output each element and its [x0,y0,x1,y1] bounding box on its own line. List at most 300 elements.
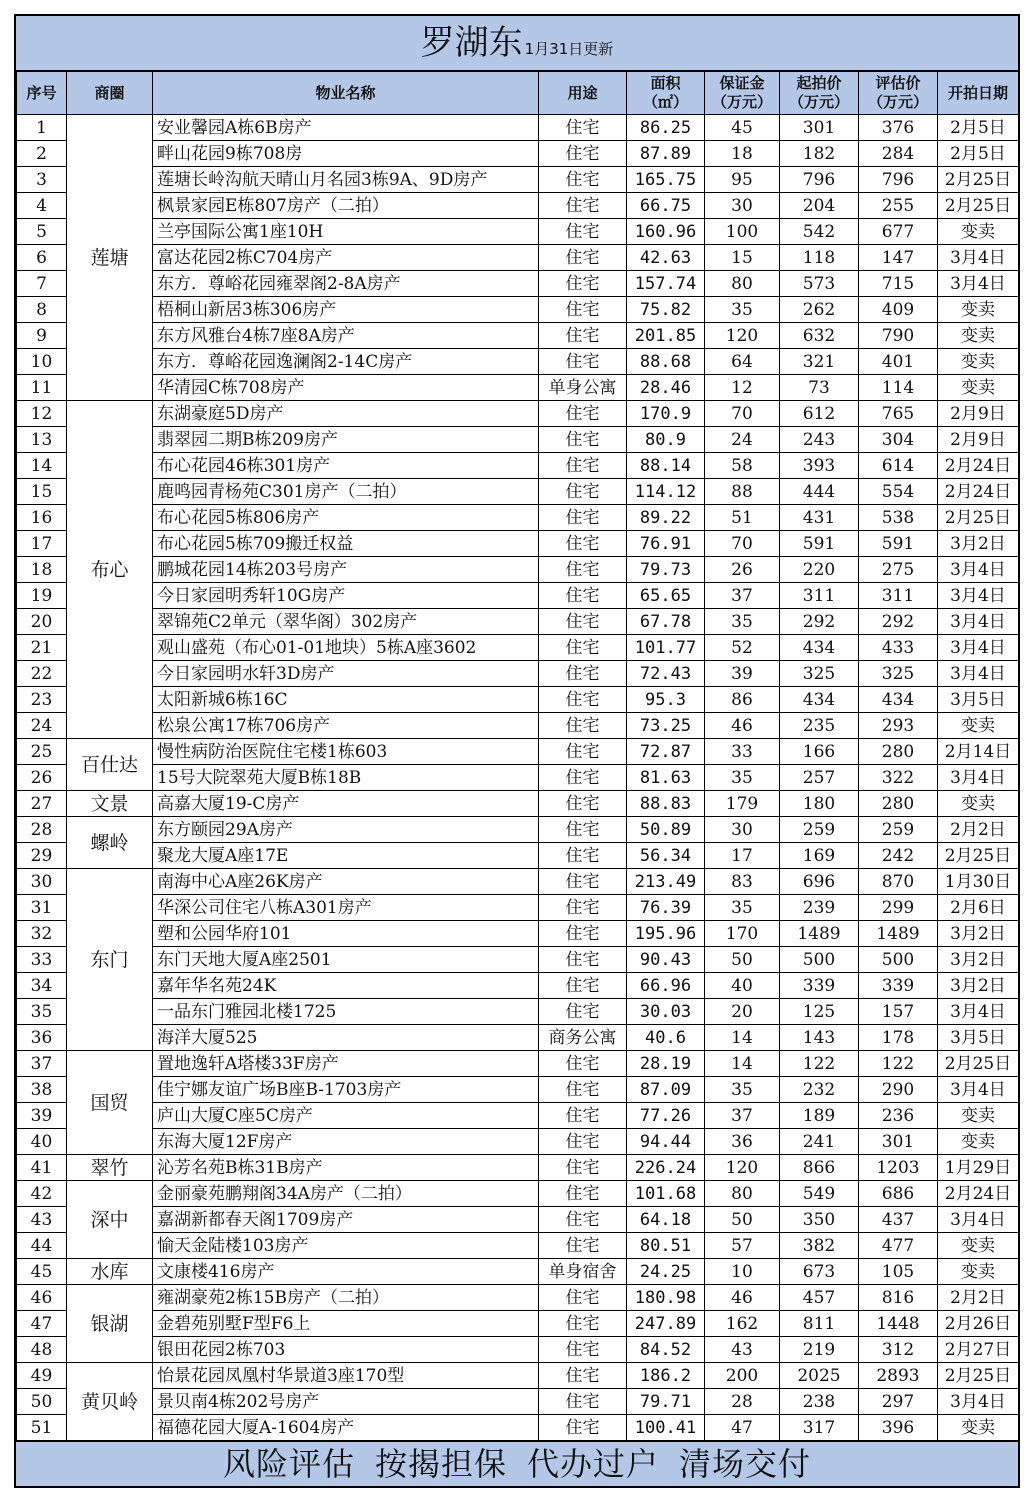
table-row [17,219,1019,245]
eval-price: 870 [859,869,938,895]
deposit: 80 [705,1181,780,1207]
table-row [17,843,1019,869]
eval-price: 312 [859,1337,938,1363]
table-row [17,713,1019,739]
table-row [17,1285,1019,1311]
table-row [17,1337,1019,1363]
eval-price: 765 [859,401,938,427]
table-row [17,1025,1019,1051]
usage: 住宅 [539,427,627,453]
property-name: 文康楼416房产 [153,1259,539,1285]
usage: 住宅 [539,323,627,349]
row-no: 33 [17,947,67,973]
usage: 住宅 [539,583,627,609]
area: 40.6 [627,1025,705,1051]
property-name: 金碧苑别墅F型F6上 [153,1311,539,1337]
business-district: 布心 [67,401,153,739]
area: 66.96 [627,973,705,999]
row-no: 18 [17,557,67,583]
eval-price: 409 [859,297,938,323]
eval-price: 284 [859,141,938,167]
area: 180.98 [627,1285,705,1311]
table-row [17,921,1019,947]
start-price: 321 [780,349,859,375]
header-area-label: 面积 [650,74,681,92]
property-name: 高嘉大厦19-C房产 [153,791,539,817]
auction-date: 3月4日 [938,661,1019,687]
usage: 住宅 [539,271,627,297]
table-row [17,479,1019,505]
start-price: 573 [780,271,859,297]
table-row [17,765,1019,791]
property-name: 布心花园46栋301房产 [153,453,539,479]
deposit: 35 [705,297,780,323]
table-row [17,115,1019,141]
usage: 住宅 [539,531,627,557]
deposit: 50 [705,947,780,973]
property-name: 今日家园明水轩3D房产 [153,661,539,687]
deposit: 35 [705,895,780,921]
property-name: 布心花园5栋709搬迁权益 [153,531,539,557]
listing-rows [17,115,1019,1441]
table-row [17,1103,1019,1129]
row-no: 11 [17,375,67,401]
eval-price: 591 [859,531,938,557]
start-price: 301 [780,115,859,141]
start-price: 311 [780,583,859,609]
row-no: 41 [17,1155,67,1181]
auction-date: 2月25日 [938,843,1019,869]
auction-date: 3月4日 [938,765,1019,791]
table-row [17,895,1019,921]
eval-price: 292 [859,609,938,635]
deposit: 170 [705,921,780,947]
property-name: 雍湖豪苑2栋15B房产（二拍） [153,1285,539,1311]
property-name: 东湖豪庭5D房产 [153,401,539,427]
deposit: 88 [705,479,780,505]
row-no: 49 [17,1363,67,1389]
row-no: 32 [17,921,67,947]
property-name: 景贝南4栋202号房产 [153,1389,539,1415]
property-name: 金丽豪苑鹏翔阁34A房产（二拍） [153,1181,539,1207]
property-name: 塑和公园华府101 [153,921,539,947]
deposit: 86 [705,687,780,713]
table-row [17,973,1019,999]
row-no: 50 [17,1389,67,1415]
table-row [17,817,1019,843]
header-no: 序号 [17,72,67,115]
table-row [17,1259,1019,1285]
header-start-unit: （万元） [788,93,849,111]
eval-price: 147 [859,245,938,271]
eval-price: 2893 [859,1363,938,1389]
table-row [17,687,1019,713]
eval-price: 686 [859,1181,938,1207]
usage: 住宅 [539,1363,627,1389]
property-name: 慢性病防治医院住宅楼1栋603 [153,739,539,765]
header-deposit-label: 保证金 [719,74,765,92]
property-name: 庐山大厦C座5C房产 [153,1103,539,1129]
property-name: 鹿鸣园青杨苑C301房产（二拍） [153,479,539,505]
area: 77.26 [627,1103,705,1129]
auction-date: 3月4日 [938,999,1019,1025]
area: 76.91 [627,531,705,557]
eval-price: 301 [859,1129,938,1155]
table-row [17,505,1019,531]
table-row [17,635,1019,661]
deposit: 18 [705,141,780,167]
row-no: 44 [17,1233,67,1259]
deposit: 120 [705,1155,780,1181]
eval-price: 299 [859,895,938,921]
usage: 住宅 [539,921,627,947]
deposit: 64 [705,349,780,375]
row-no: 42 [17,1181,67,1207]
row-no: 38 [17,1077,67,1103]
header-row [17,72,1019,115]
start-price: 262 [780,297,859,323]
deposit: 14 [705,1051,780,1077]
deposit: 95 [705,167,780,193]
row-no: 17 [17,531,67,557]
row-no: 1 [17,115,67,141]
usage: 住宅 [539,479,627,505]
start-price: 393 [780,453,859,479]
deposit: 45 [705,115,780,141]
area: 186.2 [627,1363,705,1389]
eval-price: 554 [859,479,938,505]
usage: 住宅 [539,1311,627,1337]
auction-date: 3月4日 [938,557,1019,583]
usage: 住宅 [539,713,627,739]
property-name: 银田花园2栋703 [153,1337,539,1363]
header-eval [859,72,938,115]
page-title: 罗湖东 [420,23,523,63]
area: 86.25 [627,115,705,141]
usage: 住宅 [539,765,627,791]
usage: 住宅 [539,687,627,713]
area: 65.65 [627,583,705,609]
area: 79.71 [627,1389,705,1415]
eval-price: 396 [859,1415,938,1441]
row-no: 34 [17,973,67,999]
property-name: 东方颐园29A房产 [153,817,539,843]
auction-date: 3月2日 [938,973,1019,999]
eval-price: 816 [859,1285,938,1311]
property-name: 怡景花园凤凰村华景道3座170型 [153,1363,539,1389]
area: 50.89 [627,817,705,843]
auction-date: 变卖 [938,349,1019,375]
deposit: 83 [705,869,780,895]
property-name: 佳宁娜友谊广场B座B-1703房产 [153,1077,539,1103]
row-no: 46 [17,1285,67,1311]
usage: 住宅 [539,1285,627,1311]
row-no: 47 [17,1311,67,1337]
table-row [17,791,1019,817]
deposit: 14 [705,1025,780,1051]
header-name: 物业名称 [153,72,539,115]
start-price: 189 [780,1103,859,1129]
eval-price: 114 [859,375,938,401]
area: 72.87 [627,739,705,765]
deposit: 162 [705,1311,780,1337]
deposit: 39 [705,661,780,687]
table-row [17,427,1019,453]
business-district: 螺岭 [67,817,153,869]
deposit: 80 [705,271,780,297]
auction-date: 1月29日 [938,1155,1019,1181]
auction-date: 2月26日 [938,1311,1019,1337]
eval-price: 1203 [859,1155,938,1181]
auction-date: 2月5日 [938,141,1019,167]
start-price: 542 [780,219,859,245]
row-no: 8 [17,297,67,323]
usage: 住宅 [539,635,627,661]
deposit: 33 [705,739,780,765]
deposit: 120 [705,323,780,349]
start-price: 143 [780,1025,859,1051]
start-price: 292 [780,609,859,635]
area: 94.44 [627,1129,705,1155]
auction-date: 3月4日 [938,1207,1019,1233]
row-no: 23 [17,687,67,713]
property-name: 东方风雅台4栋7座8A房产 [153,323,539,349]
property-name: 梧桐山新居3栋306房产 [153,297,539,323]
area: 114.12 [627,479,705,505]
footer-item: 按揭担保 [374,1445,507,1483]
start-price: 169 [780,843,859,869]
usage: 住宅 [539,401,627,427]
table-row [17,297,1019,323]
property-name: 嘉年华名苑24K [153,973,539,999]
eval-price: 401 [859,349,938,375]
auction-date: 2月6日 [938,895,1019,921]
auction-date: 2月5日 [938,115,1019,141]
auction-date: 2月2日 [938,817,1019,843]
row-no: 15 [17,479,67,505]
eval-price: 538 [859,505,938,531]
start-price: 612 [780,401,859,427]
deposit: 51 [705,505,780,531]
eval-price: 477 [859,1233,938,1259]
deposit: 47 [705,1415,780,1441]
property-name: 东门天地大厦A座2501 [153,947,539,973]
eval-price: 677 [859,219,938,245]
deposit: 35 [705,609,780,635]
usage: 住宅 [539,297,627,323]
usage: 商务公寓 [539,1025,627,1051]
auction-date: 2月25日 [938,193,1019,219]
eval-price: 304 [859,427,938,453]
table-row [17,1415,1019,1441]
deposit: 12 [705,375,780,401]
property-name: 东海大厦12F房产 [153,1129,539,1155]
area: 66.75 [627,193,705,219]
eval-price: 242 [859,843,938,869]
auction-date: 3月2日 [938,531,1019,557]
usage: 住宅 [539,1181,627,1207]
usage: 住宅 [539,1337,627,1363]
area: 81.63 [627,765,705,791]
area: 100.41 [627,1415,705,1441]
area: 80.51 [627,1233,705,1259]
table-row [17,271,1019,297]
row-no: 28 [17,817,67,843]
auction-date: 3月4日 [938,583,1019,609]
deposit: 35 [705,1077,780,1103]
start-price: 259 [780,817,859,843]
eval-price: 105 [859,1259,938,1285]
eval-price: 339 [859,973,938,999]
usage: 住宅 [539,1129,627,1155]
deposit: 70 [705,401,780,427]
table-row [17,141,1019,167]
eval-price: 614 [859,453,938,479]
usage: 住宅 [539,869,627,895]
area: 64.18 [627,1207,705,1233]
start-price: 632 [780,323,859,349]
area: 95.3 [627,687,705,713]
property-name: 鹏城花园14栋203号房产 [153,557,539,583]
area: 79.73 [627,557,705,583]
table-row [17,557,1019,583]
start-price: 204 [780,193,859,219]
row-no: 29 [17,843,67,869]
usage: 住宅 [539,193,627,219]
eval-price: 376 [859,115,938,141]
auction-date: 3月4日 [938,271,1019,297]
property-name: 沁芳名苑B栋31B房产 [153,1155,539,1181]
auction-date: 变卖 [938,297,1019,323]
property-name: 今日家园明秀轩10G房产 [153,583,539,609]
table-row [17,1363,1019,1389]
deposit: 24 [705,427,780,453]
row-no: 6 [17,245,67,271]
area: 87.09 [627,1077,705,1103]
auction-date: 3月4日 [938,1389,1019,1415]
start-price: 122 [780,1051,859,1077]
property-name: 松泉公寓17栋706房产 [153,713,539,739]
usage: 住宅 [539,999,627,1025]
start-price: 457 [780,1285,859,1311]
area: 157.74 [627,271,705,297]
header-area [627,72,705,115]
deposit: 15 [705,245,780,271]
row-no: 9 [17,323,67,349]
row-no: 22 [17,661,67,687]
property-name: 富达花园2栋C704房产 [153,245,539,271]
deposit: 10 [705,1259,780,1285]
start-price: 238 [780,1389,859,1415]
usage: 住宅 [539,1051,627,1077]
start-price: 673 [780,1259,859,1285]
area: 84.52 [627,1337,705,1363]
row-no: 3 [17,167,67,193]
table-row [17,401,1019,427]
area: 247.89 [627,1311,705,1337]
property-name: 翡翠园二期B栋209房产 [153,427,539,453]
area: 226.24 [627,1155,705,1181]
auction-date: 1月30日 [938,869,1019,895]
eval-price: 322 [859,765,938,791]
start-price: 243 [780,427,859,453]
start-price: 866 [780,1155,859,1181]
eval-price: 434 [859,687,938,713]
table-row [17,1207,1019,1233]
table-row [17,193,1019,219]
deposit: 179 [705,791,780,817]
auction-date: 2月9日 [938,401,1019,427]
area: 28.46 [627,375,705,401]
eval-price: 122 [859,1051,938,1077]
row-no: 51 [17,1415,67,1441]
area: 87.89 [627,141,705,167]
area: 88.14 [627,453,705,479]
eval-price: 325 [859,661,938,687]
table-row [17,1181,1019,1207]
deposit: 43 [705,1337,780,1363]
property-name: 华清园C栋708房产 [153,375,539,401]
row-no: 10 [17,349,67,375]
header-eval-label: 评估价 [875,74,921,92]
usage: 住宅 [539,609,627,635]
business-district: 翠竹 [67,1155,153,1181]
auction-date: 2月25日 [938,167,1019,193]
area: 72.43 [627,661,705,687]
auction-date: 2月25日 [938,1363,1019,1389]
property-name: 一品东门雅园北楼1725 [153,999,539,1025]
auction-date: 3月2日 [938,921,1019,947]
start-price: 182 [780,141,859,167]
deposit: 58 [705,453,780,479]
eval-price: 500 [859,947,938,973]
auction-date: 变卖 [938,791,1019,817]
area: 42.63 [627,245,705,271]
row-no: 5 [17,219,67,245]
header-biz: 商圈 [67,72,153,115]
update-note: 1月31日更新 [524,40,614,58]
usage: 住宅 [539,1155,627,1181]
start-price: 73 [780,375,859,401]
header-date: 开拍日期 [938,72,1019,115]
header-eval-unit: （万元） [867,93,928,111]
deposit: 30 [705,193,780,219]
auction-date: 3月4日 [938,1077,1019,1103]
start-price: 339 [780,973,859,999]
row-no: 45 [17,1259,67,1285]
deposit: 50 [705,1207,780,1233]
table-row [17,245,1019,271]
table-row [17,1051,1019,1077]
eval-price: 236 [859,1103,938,1129]
area: 56.34 [627,843,705,869]
header-area-unit: （㎡） [642,93,688,111]
area: 201.85 [627,323,705,349]
area: 80.9 [627,427,705,453]
usage: 住宅 [539,1389,627,1415]
eval-price: 259 [859,817,938,843]
usage: 住宅 [539,1207,627,1233]
row-no: 14 [17,453,67,479]
footer-item: 代办过户 [527,1445,660,1483]
start-price: 350 [780,1207,859,1233]
row-no: 25 [17,739,67,765]
auction-date: 3月5日 [938,1025,1019,1051]
area: 30.03 [627,999,705,1025]
auction-date: 2月25日 [938,1051,1019,1077]
deposit: 100 [705,219,780,245]
business-district: 莲塘 [67,115,153,401]
